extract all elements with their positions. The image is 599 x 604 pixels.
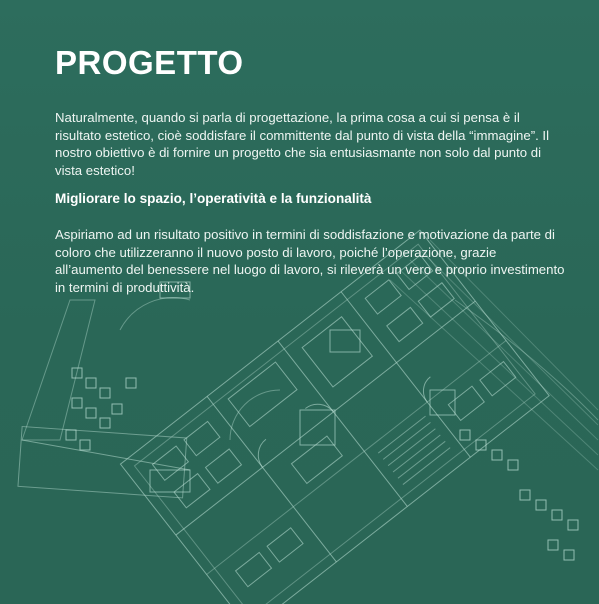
page-title: PROGETTO bbox=[55, 44, 244, 81]
section-subheading: Migliorare lo spazio, l’operatività e la funzionalità bbox=[55, 191, 372, 206]
body-paragraph: Aspiriamo ad un risultato positivo in termini di soddisfazione e motivazione da parte di coloro che utilizzeranno il nuovo posto di lavoro, poiché l’operazione, grazie all’aumento del benessere nel luogo di lavoro, si rileverà un vero e proprio investimento in termini di produttività. bbox=[55, 227, 565, 295]
intro-paragraph: Naturalmente, quando si parla di progettazione, la prima cosa a cui si pensa è il risultato estetico, cioè soddisfare il committente dal punto di vista della “immagine”. Il nostro obiettivo è di fornire un progetto che sia entusiasmante non solo dal punto di vista estetico! bbox=[55, 110, 550, 178]
